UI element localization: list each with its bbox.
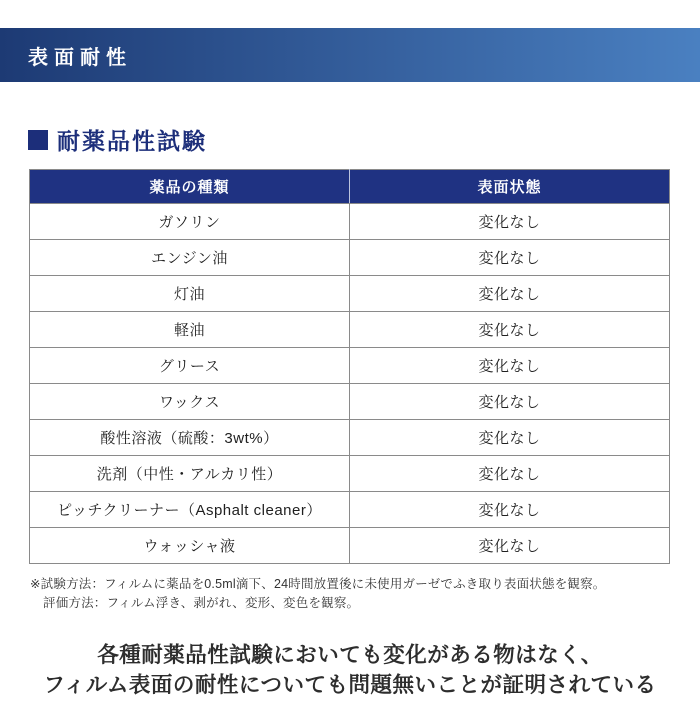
chemical-cell: 灯油 — [30, 276, 350, 312]
chemical-cell: ガソリン — [30, 204, 350, 240]
table-row — [30, 420, 670, 456]
table-row — [30, 312, 670, 348]
result-cell: 変化なし — [350, 204, 670, 240]
chemical-cell: ワックス — [30, 384, 350, 420]
column-header-surface: 表面状態 — [350, 170, 670, 204]
conclusion-text — [0, 640, 700, 701]
column-header-chemical: 薬品の種類 — [30, 170, 350, 204]
section-heading — [28, 123, 700, 156]
banner-title: 表面耐性 — [28, 46, 132, 69]
table-row — [30, 348, 670, 384]
table-row — [30, 240, 670, 276]
conclusion-line-2: フィルム表面の耐性についても問題無いことが証明されている — [43, 673, 657, 698]
section-title: 耐薬品性試験 — [57, 128, 207, 154]
chemical-cell: 洗剤（中性・アルカリ性） — [30, 456, 350, 492]
result-cell: 変化なし — [350, 348, 670, 384]
result-cell: 変化なし — [350, 276, 670, 312]
chemical-cell: ウォッシャ液 — [30, 528, 350, 564]
table-row — [30, 528, 670, 564]
page-banner — [0, 28, 700, 82]
table-header-row — [30, 170, 670, 204]
chemical-cell: グリース — [30, 348, 350, 384]
chemical-cell: 軽油 — [30, 312, 350, 348]
result-cell: 変化なし — [350, 528, 670, 564]
result-cell: 変化なし — [350, 384, 670, 420]
conclusion-line-1: 各種耐薬品性試験においても変化がある物はなく、 — [97, 642, 603, 667]
footnote-line-2: 評価方法：フィルム浮き、剥がれ、変形、変色を観察。 — [43, 596, 360, 611]
table-row — [30, 492, 670, 528]
result-cell: 変化なし — [350, 312, 670, 348]
footnote-line-1: ※試験方法：フィルムに薬品を0.5ml滴下、24時間放置後に未使用ガーゼでふき取り表面状態を観察。 — [30, 577, 606, 591]
result-cell: 変化なし — [350, 420, 670, 456]
result-cell: 変化なし — [350, 456, 670, 492]
table-row — [30, 456, 670, 492]
test-method-footnote — [30, 575, 700, 614]
chemical-resistance-table — [29, 169, 670, 564]
result-cell: 変化なし — [350, 492, 670, 528]
section-marker-square-icon — [28, 130, 48, 150]
table-row — [30, 276, 670, 312]
table-row — [30, 204, 670, 240]
chemical-cell: 酸性溶液（硫酸：3wt%） — [30, 420, 350, 456]
result-cell: 変化なし — [350, 240, 670, 276]
chemical-cell: エンジン油 — [30, 240, 350, 276]
table-row — [30, 384, 670, 420]
chemical-cell: ピッチクリーナー（Asphalt cleaner） — [30, 492, 350, 528]
